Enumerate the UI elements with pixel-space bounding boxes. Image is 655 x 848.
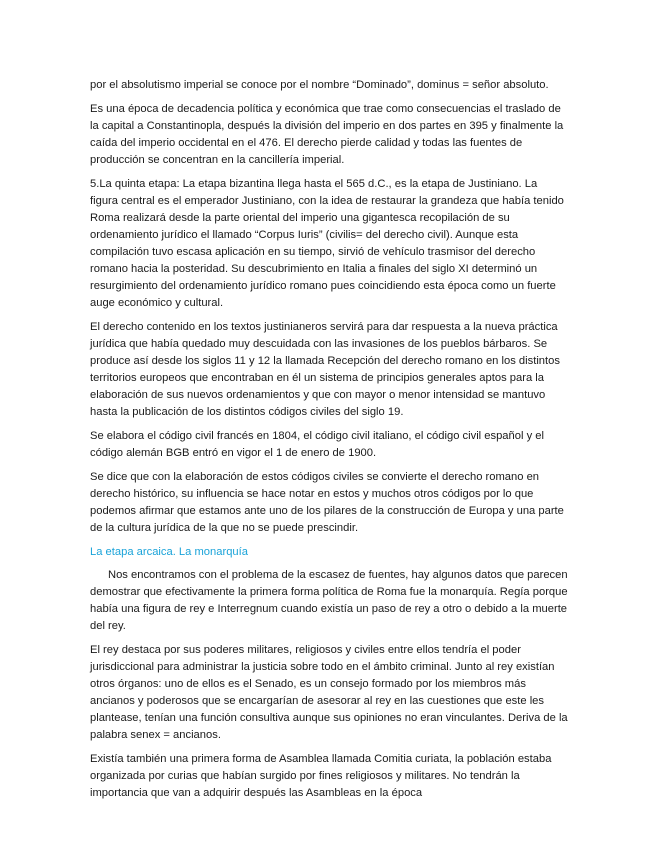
paragraph-dominado: por el absolutismo imperial se conoce por el nombre “Dominado”, dominus = señor absoluto. — [90, 79, 549, 91]
paragraph-codigos: Se elabora el código civil francés en 1804, el código civil italiano, el código civil español y el código alemán BGB entró en vigor el 1 de enero de 1900. — [90, 430, 544, 459]
paragraph-rey-poderes: El rey destaca por sus poderes militares, religiosos y civiles entre ellos tendría el poder jurisdiccional para administrar la justicia sobre todo en el ámbito criminal. Junto al rey existían otros órganos: uno de ellos es el Senado, es un consejo formado por los miembros más ancianos y poderosos que se encargarían de asesorar al rey en las cuestiones que este les plantease, tenían una función consultiva aunque sus opiniones no eran vinculantes. Deriva de la palabra senex = ancianos. — [90, 644, 568, 741]
paragraph-comitia-curiata: Existía también una primera forma de Asamblea llamada Comitia curiata, la población estaba organizada por curias que habían surgido por fines religiosos y militares. No tendrán la importancia que van a adquirir después las Asambleas en la época — [90, 753, 552, 799]
paragraph-derecho-historico: Se dice que con la elaboración de estos códigos civiles se convierte el derecho romano en derecho histórico, su influencia se hace notar en estos y muchos otros códigos por lo que podemos afirmar que estamos ante uno de los pilares de la construcción de Europa y una parte de la cultura jurídica de la que no se puede prescindir. — [90, 471, 564, 534]
paragraph-recepcion: El derecho contenido en los textos justinianeros servirá para dar respuesta a la nueva práctica jurídica que había quedado muy descuidada con las invasiones de los pueblos bárbaros. Se produce así desde los siglos 11 y 12 la llamada Recepción del derecho romano en los distintos territorios europeos que encontraban en él un sistema de principios generales aptos para la elaboración de sus nuevos ordenamientos y que con mayor o menor intensidad se mantuvo hasta la publicación de los distintos códigos civiles del siglo 19. — [90, 321, 560, 418]
document-body — [90, 77, 568, 809]
paragraph-escasez-fuentes: Nos encontramos con el problema de la escasez de fuentes, hay algunos datos que parecen demostrar que efectivamente la primera forma política de Roma fue la monarquía. Regía porque había una figura de rey e Interregnum cuando existía un paso de rey a otro o debido a la muerte del rey. — [90, 569, 568, 632]
paragraph-etapa-bizantina: 5.La quinta etapa: La etapa bizantina llega hasta el 565 d.C., es la etapa de Justiniano. La figura central es el emperador Justiniano, con la idea de restaurar la grandeza que había tenido Roma realizará desde la parte oriental del imperio una gigantesca recopilación de su ordenamiento jurídico el llamado “Corpus Iuris” (civilis= del derecho civil). Aunque esta compilación tuvo escasa aplicación en su tiempo, sirvió de vehículo trasmisor del derecho romano hacia la posteridad. Su descubrimiento en Italia a finales del siglo XI determinó un resurgimiento del ordenamiento jurídico romano pues coincidiendo esta época como un fuerte auge económico y cultural. — [90, 178, 564, 309]
paragraph-decadencia: Es una época de decadencia política y económica que trae como consecuencias el traslado de la capital a Constantinopla, después la división del imperio en dos partes en 395 y finalmente la caída del imperio occidental en el 476. El derecho pierde calidad y todas las fuentes de producción se concentran en la cancillería imperial. — [90, 103, 564, 166]
section-heading-monarquia: La etapa arcaica. La monarquía — [90, 546, 248, 558]
